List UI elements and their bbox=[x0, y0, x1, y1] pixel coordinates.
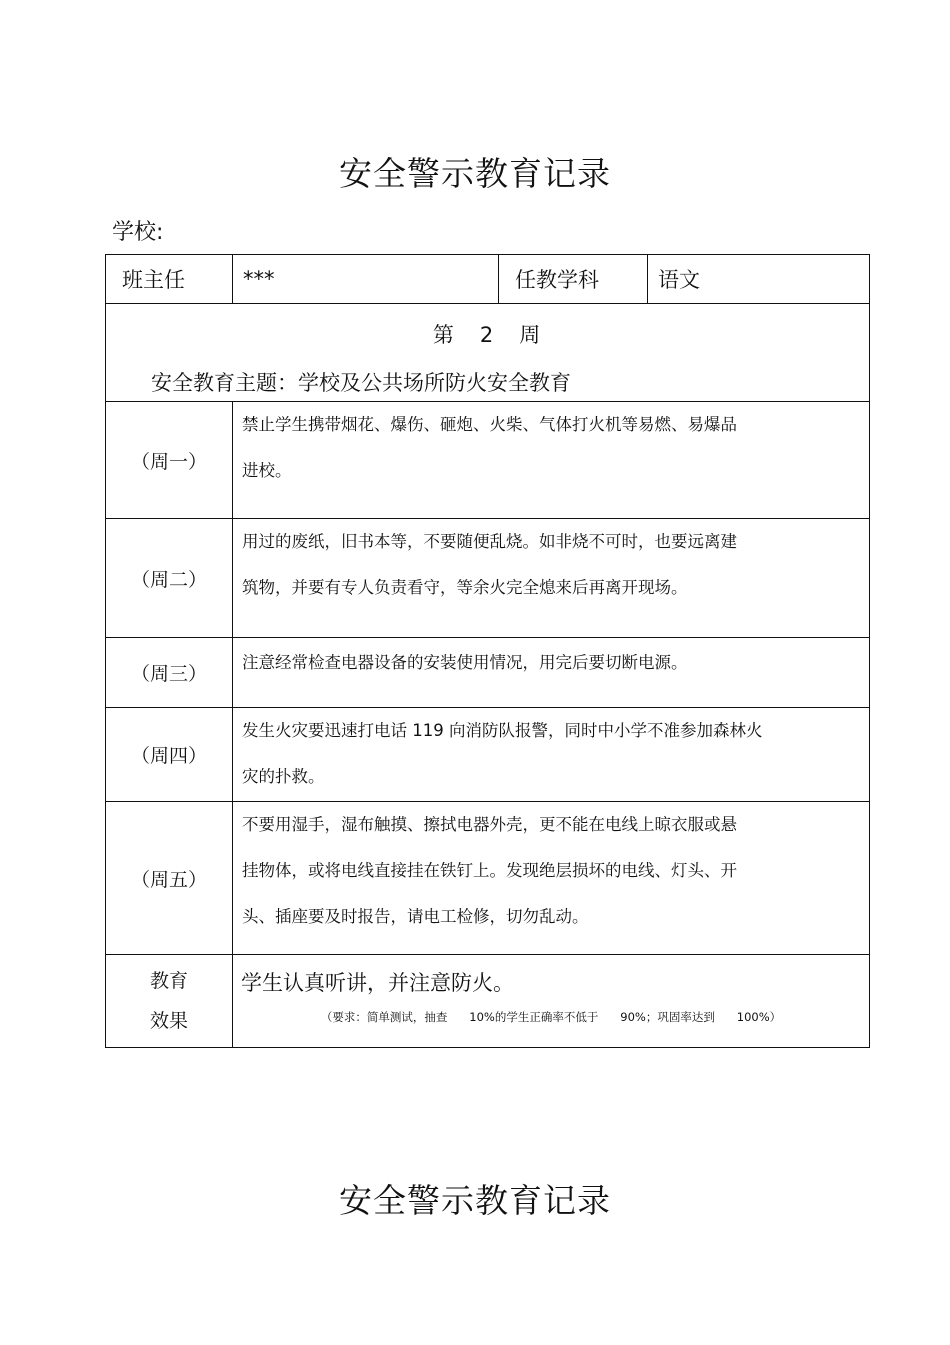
day-row-friday bbox=[106, 802, 870, 955]
effect-label: 教育 效果 bbox=[106, 955, 233, 1048]
day-content: 禁止学生携带烟花、爆伤、砸炮、火柴、气体打火机等易燃、易爆品 进校。 bbox=[233, 402, 870, 519]
education-topic: 安全教育主题：学校及公共场所防火安全教育 bbox=[151, 370, 571, 395]
page-title-repeat: 安全警示教育记录 bbox=[339, 1181, 611, 1220]
day-content: 发生火灾要迅速打电话 119 向消防队报警，同时中小学不准参加森林火 灾的扑救。 bbox=[233, 708, 870, 802]
day-row-tuesday bbox=[106, 519, 870, 638]
day-label: （周四） bbox=[106, 708, 233, 802]
day-row-wednesday bbox=[106, 638, 870, 708]
header-row bbox=[106, 255, 870, 304]
day-content: 用过的废纸，旧书本等，不要随便乱烧。如非烧不可时，也要远离建 筑物，并要有专人负责看守，等余火完全熄来后再离开现场。 bbox=[233, 519, 870, 638]
subject-value: 语文 bbox=[648, 255, 870, 304]
day-label: （周五） bbox=[106, 802, 233, 955]
effect-content bbox=[233, 955, 870, 1048]
day-row-thursday bbox=[106, 708, 870, 802]
page-title: 安全警示教育记录 bbox=[339, 154, 611, 193]
safety-record-table bbox=[105, 254, 870, 1048]
effect-requirement-note: （要求：简单测试，抽查 10%的学生正确率不低于 90%；巩固率达到 100%） bbox=[320, 1010, 782, 1024]
teacher-label: 班主任 bbox=[106, 255, 233, 304]
effect-text: 学生认真听讲，并注意防火。 bbox=[241, 971, 514, 995]
subject-label: 任教学科 bbox=[499, 255, 648, 304]
day-label: （周三） bbox=[106, 638, 233, 708]
day-content: 注意经常检查电器设备的安装使用情况，用完后要切断电源。 bbox=[233, 638, 870, 708]
day-label: （周二） bbox=[106, 519, 233, 638]
week-heading: 第 2 周 bbox=[432, 322, 543, 347]
day-row-monday bbox=[106, 402, 870, 519]
day-content: 不要用湿手，湿布触摸、擦拭电器外壳，更不能在电线上晾衣服或悬 挂物体，或将电线直接挂在铁钉上。发现绝层损坏的电线、灯头、开 头、插座要及时报告，请电工检修，切勿乱动。 bbox=[233, 802, 870, 955]
day-label: （周一） bbox=[106, 402, 233, 519]
week-number: 2 bbox=[479, 322, 496, 347]
effect-row bbox=[106, 955, 870, 1048]
week-row bbox=[106, 304, 870, 402]
teacher-value: *** bbox=[233, 255, 499, 304]
school-label: 学校: bbox=[112, 220, 164, 245]
